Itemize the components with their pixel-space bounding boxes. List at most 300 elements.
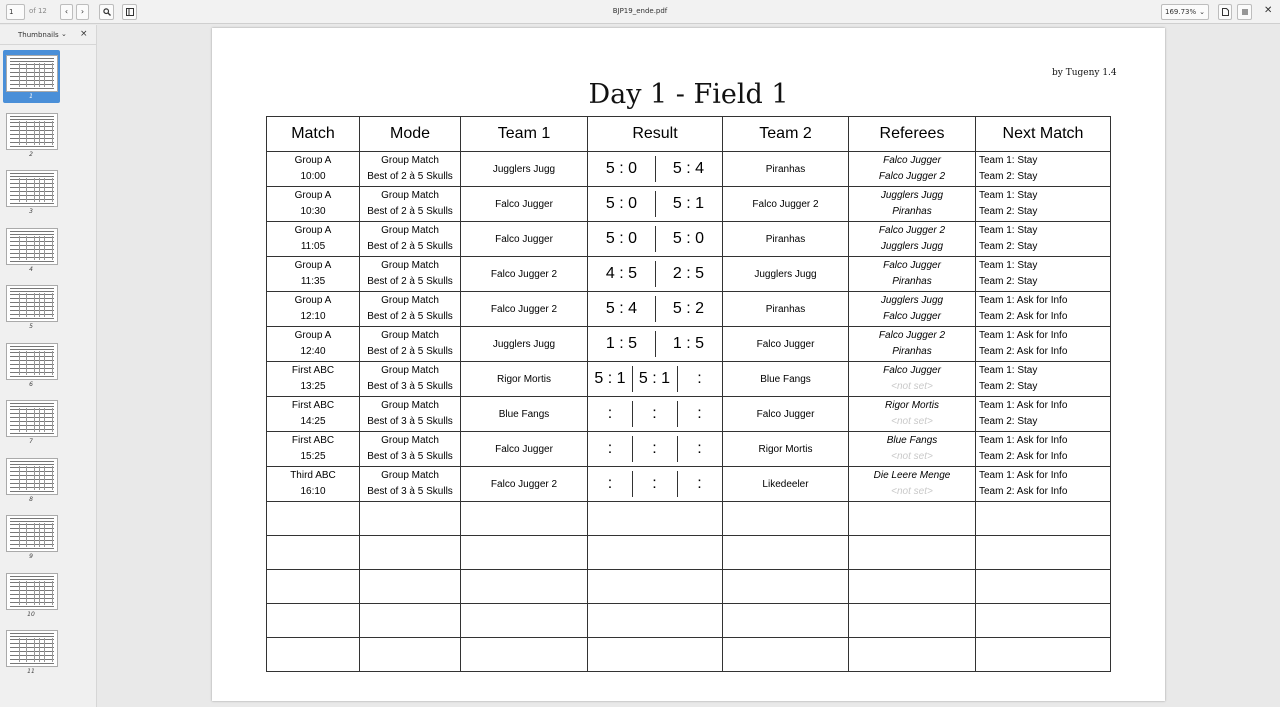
referees-cell — [849, 292, 976, 327]
chevron-down-icon[interactable]: ⌄ — [61, 30, 67, 38]
team2-cell: Rigor Mortis — [723, 432, 849, 467]
thumbnail-line — [10, 68, 54, 69]
mode-cell-line: Best of 2 à 5 Skulls — [367, 241, 453, 252]
match-cell-line: 11:35 — [300, 276, 326, 287]
thumbnail-line — [10, 356, 54, 357]
match-cell-line: 16:10 — [300, 486, 326, 497]
thumbnail-line — [10, 360, 54, 361]
empty-cell — [588, 570, 723, 604]
thumbnail-page-label: 5 — [29, 323, 33, 330]
result-scores — [588, 397, 722, 431]
column-header: Match — [267, 117, 360, 152]
page-thumbnail[interactable] — [6, 630, 58, 667]
score-value: : — [697, 405, 702, 422]
score-value: 1 : 5 — [672, 335, 705, 352]
match-cell-stack — [267, 328, 359, 361]
score-value: 5 : 0 — [672, 230, 705, 247]
mode-cell-line: Group Match — [381, 224, 439, 236]
thumbnail-line — [26, 351, 27, 375]
mode-cell-line: Group Match — [381, 189, 439, 201]
next-match-cell-line: Team 2: Stay — [979, 416, 1038, 427]
page-thumbnail[interactable] — [6, 170, 58, 207]
match-cell-line: First ABC — [291, 364, 335, 376]
next-match-cell — [976, 467, 1111, 502]
next-match-cell-line: Team 1: Stay — [979, 224, 1038, 236]
score-separator — [677, 436, 678, 462]
next-match-cell-stack — [979, 398, 1110, 431]
score-value: : — [652, 440, 657, 457]
referees-cell — [849, 362, 976, 397]
table-header-row — [267, 117, 1111, 152]
match-cell-line: 14:25 — [300, 416, 326, 427]
page-thumbnail[interactable] — [6, 400, 58, 437]
mode-cell-stack — [360, 328, 460, 361]
next-match-cell-line: Team 2: Stay — [979, 171, 1038, 182]
team1-cell: Falco Jugger — [461, 222, 588, 257]
empty-cell — [588, 638, 723, 672]
referees-cell-line: Piranhas — [892, 206, 932, 217]
next-match-cell-stack — [979, 188, 1110, 221]
thumbnail-line — [10, 291, 54, 292]
referees-cell — [849, 257, 976, 292]
match-cell — [267, 222, 360, 257]
match-cell-stack — [267, 153, 359, 186]
thumbnail-line — [10, 528, 54, 529]
thumbnail-line — [10, 532, 54, 533]
thumbnail-line — [10, 249, 54, 250]
next-match-cell-stack — [979, 433, 1110, 466]
score-separator — [677, 401, 678, 427]
next-match-cell — [976, 362, 1111, 397]
result-cell — [588, 222, 723, 257]
empty-cell — [588, 604, 723, 638]
thumbnail-line — [10, 598, 54, 599]
empty-cell — [461, 502, 588, 536]
empty-table-row — [267, 638, 1111, 672]
thumbnail-line — [34, 351, 35, 375]
referees-cell-stack — [849, 153, 975, 186]
thumbnail-page-label: 6 — [29, 380, 33, 388]
thumbnail-page-label: 4 — [29, 265, 33, 273]
thumbnail-line — [52, 178, 53, 202]
thumbnail-line — [10, 183, 54, 184]
thumbnail-line — [52, 523, 53, 547]
thumbnail-line — [10, 72, 54, 73]
next-match-cell — [976, 257, 1111, 292]
result-cell — [588, 432, 723, 467]
empty-cell — [267, 502, 360, 536]
thumbnail-line — [39, 63, 40, 87]
score-separator — [655, 226, 656, 252]
mode-cell-line: Group Match — [381, 434, 439, 446]
page-thumbnail[interactable] — [6, 458, 58, 495]
page-thumbnail[interactable] — [6, 113, 58, 150]
thumbnail-line — [10, 403, 54, 404]
document-icon — [1222, 8, 1229, 16]
match-cell-line: First ABC — [291, 434, 335, 446]
thumbnail-line — [39, 466, 40, 490]
team2-cell: Falco Jugger 2 — [723, 187, 849, 222]
empty-cell — [723, 502, 849, 536]
menu-button[interactable] — [1237, 4, 1252, 20]
thumbnail-line — [10, 138, 54, 139]
empty-cell — [976, 536, 1111, 570]
match-cell-line: 13:25 — [300, 381, 326, 392]
empty-cell — [849, 638, 976, 672]
page-view-button[interactable] — [1218, 4, 1232, 20]
thumbnail-line — [10, 187, 54, 188]
score-value: : — [697, 475, 702, 492]
thumbnail-line — [10, 146, 54, 147]
thumbnail-line — [10, 461, 54, 462]
mode-cell-stack — [360, 223, 460, 256]
mode-cell — [360, 257, 461, 292]
referees-cell-stack — [849, 328, 975, 361]
match-cell — [267, 362, 360, 397]
thumbnail-line — [19, 293, 20, 317]
mode-cell-line: Group Match — [381, 294, 439, 306]
team1-cell: Rigor Mortis — [461, 362, 588, 397]
zoom-select[interactable] — [1161, 4, 1209, 20]
referees-cell-line: Rigor Mortis — [885, 399, 939, 411]
next-match-cell-stack — [979, 223, 1110, 256]
referees-cell-line: Piranhas — [892, 276, 932, 287]
thumbnail-line — [10, 413, 54, 414]
referees-cell-line: Falco Jugger — [883, 364, 941, 376]
match-cell-stack — [267, 188, 359, 221]
next-match-cell-line: Team 2: Ask for Info — [979, 311, 1068, 322]
thumbnail-line — [39, 523, 40, 547]
next-match-cell-line: Team 1: Stay — [979, 154, 1038, 166]
score-value: 2 : 5 — [672, 265, 705, 282]
thumbnail-line — [39, 236, 40, 260]
match-cell-line: 12:40 — [300, 346, 326, 357]
score-value: 5 : 2 — [672, 300, 705, 317]
thumbnail-line — [10, 376, 54, 377]
thumbnail-line — [10, 421, 54, 422]
match-cell — [267, 467, 360, 502]
match-cell — [267, 327, 360, 362]
empty-cell — [723, 604, 849, 638]
mode-cell-line: Best of 3 à 5 Skulls — [367, 486, 453, 497]
result-cell — [588, 257, 723, 292]
thumbnail-line — [10, 237, 54, 238]
mode-cell-line: Best of 2 à 5 Skulls — [367, 311, 453, 322]
page-thumbnail[interactable] — [6, 573, 58, 610]
thumbnail-line — [26, 638, 27, 662]
match-cell — [267, 152, 360, 187]
result-scores — [588, 187, 722, 221]
match-cell-stack — [267, 223, 359, 256]
thumbnail-sidebar — [0, 25, 97, 707]
column-header: Mode — [360, 117, 461, 152]
page-thumbnail[interactable] — [6, 228, 58, 265]
empty-cell — [849, 570, 976, 604]
thumbnail-line — [10, 433, 54, 434]
thumbnail-line — [10, 142, 54, 143]
thumbnail-line — [10, 298, 54, 299]
thumbnail-line — [10, 579, 54, 580]
thumbnail-line — [10, 241, 54, 242]
thumbnail-line — [39, 581, 40, 605]
empty-cell — [723, 570, 849, 604]
score-value: : — [607, 440, 613, 457]
thumbnail-line — [10, 310, 54, 311]
score-value: 5 : 1 — [638, 370, 671, 387]
match-cell-line: 10:00 — [300, 171, 326, 182]
thumbnail-line — [10, 122, 54, 123]
score-value: : — [652, 405, 657, 422]
thumbnail-line — [10, 524, 54, 525]
match-cell-stack — [267, 258, 359, 291]
thumbnail-line — [10, 594, 54, 595]
result-scores — [588, 292, 722, 326]
result-cell — [588, 397, 723, 432]
result-scores — [588, 257, 722, 291]
thumbnail-line — [44, 236, 45, 260]
document-title: BJP19_ende.pdf — [612, 7, 668, 15]
referees-cell — [849, 467, 976, 502]
next-match-cell-line: Team 1: Stay — [979, 259, 1038, 271]
score-separator — [677, 471, 678, 497]
thumbnail-line — [10, 536, 54, 537]
thumbnail-line — [10, 471, 54, 472]
thumbnail-line — [44, 466, 45, 490]
referees-cell-line: Falco Jugger — [883, 311, 941, 322]
score-value: : — [697, 370, 702, 387]
thumbnail-line — [10, 651, 54, 652]
thumbnail-line — [10, 203, 54, 204]
page-thumbnail[interactable] — [6, 55, 58, 92]
thumbnail-line — [44, 63, 45, 87]
document-viewer — [98, 25, 1280, 707]
match-cell-line: Group A — [294, 189, 332, 201]
thumbnail-line — [10, 349, 54, 350]
toolbar — [0, 0, 1280, 24]
score-value: 5 : 0 — [605, 230, 638, 247]
mode-cell-line: Group Match — [381, 399, 439, 411]
empty-table-row — [267, 570, 1111, 604]
next-match-cell — [976, 327, 1111, 362]
mode-cell-line: Best of 2 à 5 Skulls — [367, 171, 453, 182]
next-match-cell-line: Team 1: Ask for Info — [979, 469, 1068, 481]
column-header: Team 1 — [461, 117, 588, 152]
score-separator — [632, 436, 633, 462]
thumbnail-line — [10, 576, 54, 577]
mode-cell — [360, 467, 461, 502]
score-separator — [632, 366, 633, 392]
thumbnail-line — [19, 178, 20, 202]
hamburger-menu-icon — [1241, 8, 1249, 16]
thumbnail-line — [10, 119, 54, 120]
thumbnail-line — [52, 351, 53, 375]
score-separator — [655, 331, 656, 357]
match-cell-line: Group A — [294, 294, 332, 306]
thumbnail-line — [10, 288, 54, 289]
thumbnail-line — [10, 176, 54, 177]
next-match-cell-line: Team 1: Ask for Info — [979, 294, 1068, 306]
thumbnail-line — [52, 408, 53, 432]
thumbnail-line — [39, 178, 40, 202]
empty-cell — [267, 604, 360, 638]
thumbnail-page-label: 2 — [29, 150, 33, 158]
referees-cell-line: Falco Jugger 2 — [878, 224, 946, 236]
team2-cell: Falco Jugger — [723, 397, 849, 432]
mode-cell — [360, 362, 461, 397]
thumbnail-line — [10, 487, 54, 488]
page-thumbnail[interactable] — [6, 515, 58, 552]
result-cell — [588, 467, 723, 502]
thumbnail-line — [10, 417, 54, 418]
result-scores — [588, 362, 722, 396]
referees-cell-stack — [849, 433, 975, 466]
team2-cell: Falco Jugger — [723, 327, 849, 362]
result-scores — [588, 327, 722, 361]
thumbnail-page-label: 3 — [29, 208, 33, 215]
mode-cell-stack — [360, 433, 460, 466]
thumbnail-line — [10, 116, 54, 117]
thumbnail-line — [52, 466, 53, 490]
thumbnail-line — [19, 351, 20, 375]
empty-cell — [588, 536, 723, 570]
match-cell-line: First ABC — [291, 399, 335, 411]
mode-cell-line: Best of 2 à 5 Skulls — [367, 206, 453, 217]
thumbnail-line — [10, 639, 54, 640]
thumbnail-line — [26, 408, 27, 432]
thumbnail-line — [10, 64, 54, 65]
match-cell-line: 10:30 — [300, 206, 326, 217]
thumbnail-line — [10, 302, 54, 303]
thumbnail-line — [10, 518, 54, 519]
result-scores — [588, 432, 722, 466]
score-separator — [655, 261, 656, 287]
thumbnail-line — [10, 425, 54, 426]
team2-cell: Blue Fangs — [723, 362, 849, 397]
score-value: : — [697, 440, 702, 457]
thumbnail-line — [52, 63, 53, 87]
thumbnail-line — [39, 121, 40, 145]
team1-cell: Falco Jugger — [461, 187, 588, 222]
thumbnail-line — [19, 236, 20, 260]
referees-cell — [849, 222, 976, 257]
table-row — [267, 257, 1111, 292]
empty-cell — [849, 502, 976, 536]
thumbnail-line — [10, 663, 54, 664]
page-thumbnail[interactable] — [6, 343, 58, 380]
result-cell — [588, 187, 723, 222]
score-value: 5 : 0 — [605, 160, 638, 177]
thumbnail-line — [34, 408, 35, 432]
thumbnail-line — [10, 234, 54, 235]
mode-cell — [360, 397, 461, 432]
thumbnail-line — [10, 61, 54, 62]
thumbnail-line — [10, 429, 54, 430]
next-match-cell — [976, 397, 1111, 432]
page-number-input[interactable]: 1 — [6, 4, 25, 20]
next-match-cell-stack — [979, 258, 1110, 291]
result-scores — [588, 152, 722, 186]
thumbnail-line — [39, 293, 40, 317]
score-value: : — [607, 405, 613, 422]
team1-cell: Falco Jugger 2 — [461, 292, 588, 327]
next-match-cell-line: Team 2: Ask for Info — [979, 486, 1068, 497]
thumbnail-line — [26, 121, 27, 145]
thumbnail-line — [10, 636, 54, 637]
thumbnail-line — [10, 582, 54, 583]
thumbnail-line — [10, 606, 54, 607]
table-row — [267, 362, 1111, 397]
empty-cell — [461, 570, 588, 604]
referees-cell-line: <not set> — [891, 486, 933, 497]
thumbnail-page-label: 11 — [27, 668, 35, 675]
chevron-left-icon: ‹ — [64, 7, 69, 16]
mode-cell-line: Best of 3 à 5 Skulls — [367, 451, 453, 462]
thumbnail-line — [44, 408, 45, 432]
thumbnail-line — [10, 76, 54, 77]
referees-cell-line: Falco Jugger — [883, 259, 941, 271]
page-thumbnail[interactable] — [6, 285, 58, 322]
referees-cell-line: Jugglers Jugg — [880, 189, 944, 201]
team2-cell: Piranhas — [723, 222, 849, 257]
thumbnail-line — [10, 368, 54, 369]
match-cell-line: 12:10 — [300, 311, 326, 322]
empty-cell — [976, 604, 1111, 638]
referees-cell-line: <not set> — [891, 451, 933, 462]
mode-cell-line: Best of 2 à 5 Skulls — [367, 346, 453, 357]
thumbnail-line — [10, 409, 54, 410]
sidebar-title[interactable]: Thumbnails — [18, 31, 59, 39]
thumbnail-page-label: 7 — [29, 438, 33, 445]
score-value: 5 : 4 — [605, 300, 638, 317]
thumbnail-line — [19, 581, 20, 605]
referees-cell-line: Piranhas — [892, 346, 932, 357]
close-sidebar-icon[interactable]: × — [80, 29, 88, 39]
mode-cell — [360, 327, 461, 362]
next-match-cell-line: Team 2: Stay — [979, 276, 1038, 287]
thumbnail-line — [10, 540, 54, 541]
empty-cell — [461, 536, 588, 570]
thumbnail-line — [26, 523, 27, 547]
table-row — [267, 152, 1111, 187]
thumbnail-line — [10, 647, 54, 648]
next-match-cell-stack — [979, 328, 1110, 361]
referees-cell-stack — [849, 223, 975, 256]
empty-cell — [360, 502, 461, 536]
referees-cell-stack — [849, 468, 975, 501]
empty-cell — [360, 638, 461, 672]
thumbnail-line — [44, 293, 45, 317]
match-cell-stack — [267, 468, 359, 501]
thumbnail-line — [52, 638, 53, 662]
thumbnail-line — [10, 88, 54, 89]
thumbnail-line — [39, 351, 40, 375]
mode-cell — [360, 222, 461, 257]
thumbnail-line — [10, 130, 54, 131]
referees-cell-stack — [849, 363, 975, 396]
thumbnail-line — [10, 521, 54, 522]
mode-cell-line: Best of 2 à 5 Skulls — [367, 276, 453, 287]
empty-cell — [723, 638, 849, 672]
next-match-cell-line: Team 1: Ask for Info — [979, 329, 1068, 341]
thumbnail-line — [34, 63, 35, 87]
next-match-cell — [976, 432, 1111, 467]
thumbnail-line — [10, 261, 54, 262]
thumbnail-line — [10, 346, 54, 347]
thumbnail-line — [10, 245, 54, 246]
empty-cell — [849, 536, 976, 570]
thumbnail-line — [44, 351, 45, 375]
close-icon[interactable]: ✕ — [1264, 5, 1273, 16]
